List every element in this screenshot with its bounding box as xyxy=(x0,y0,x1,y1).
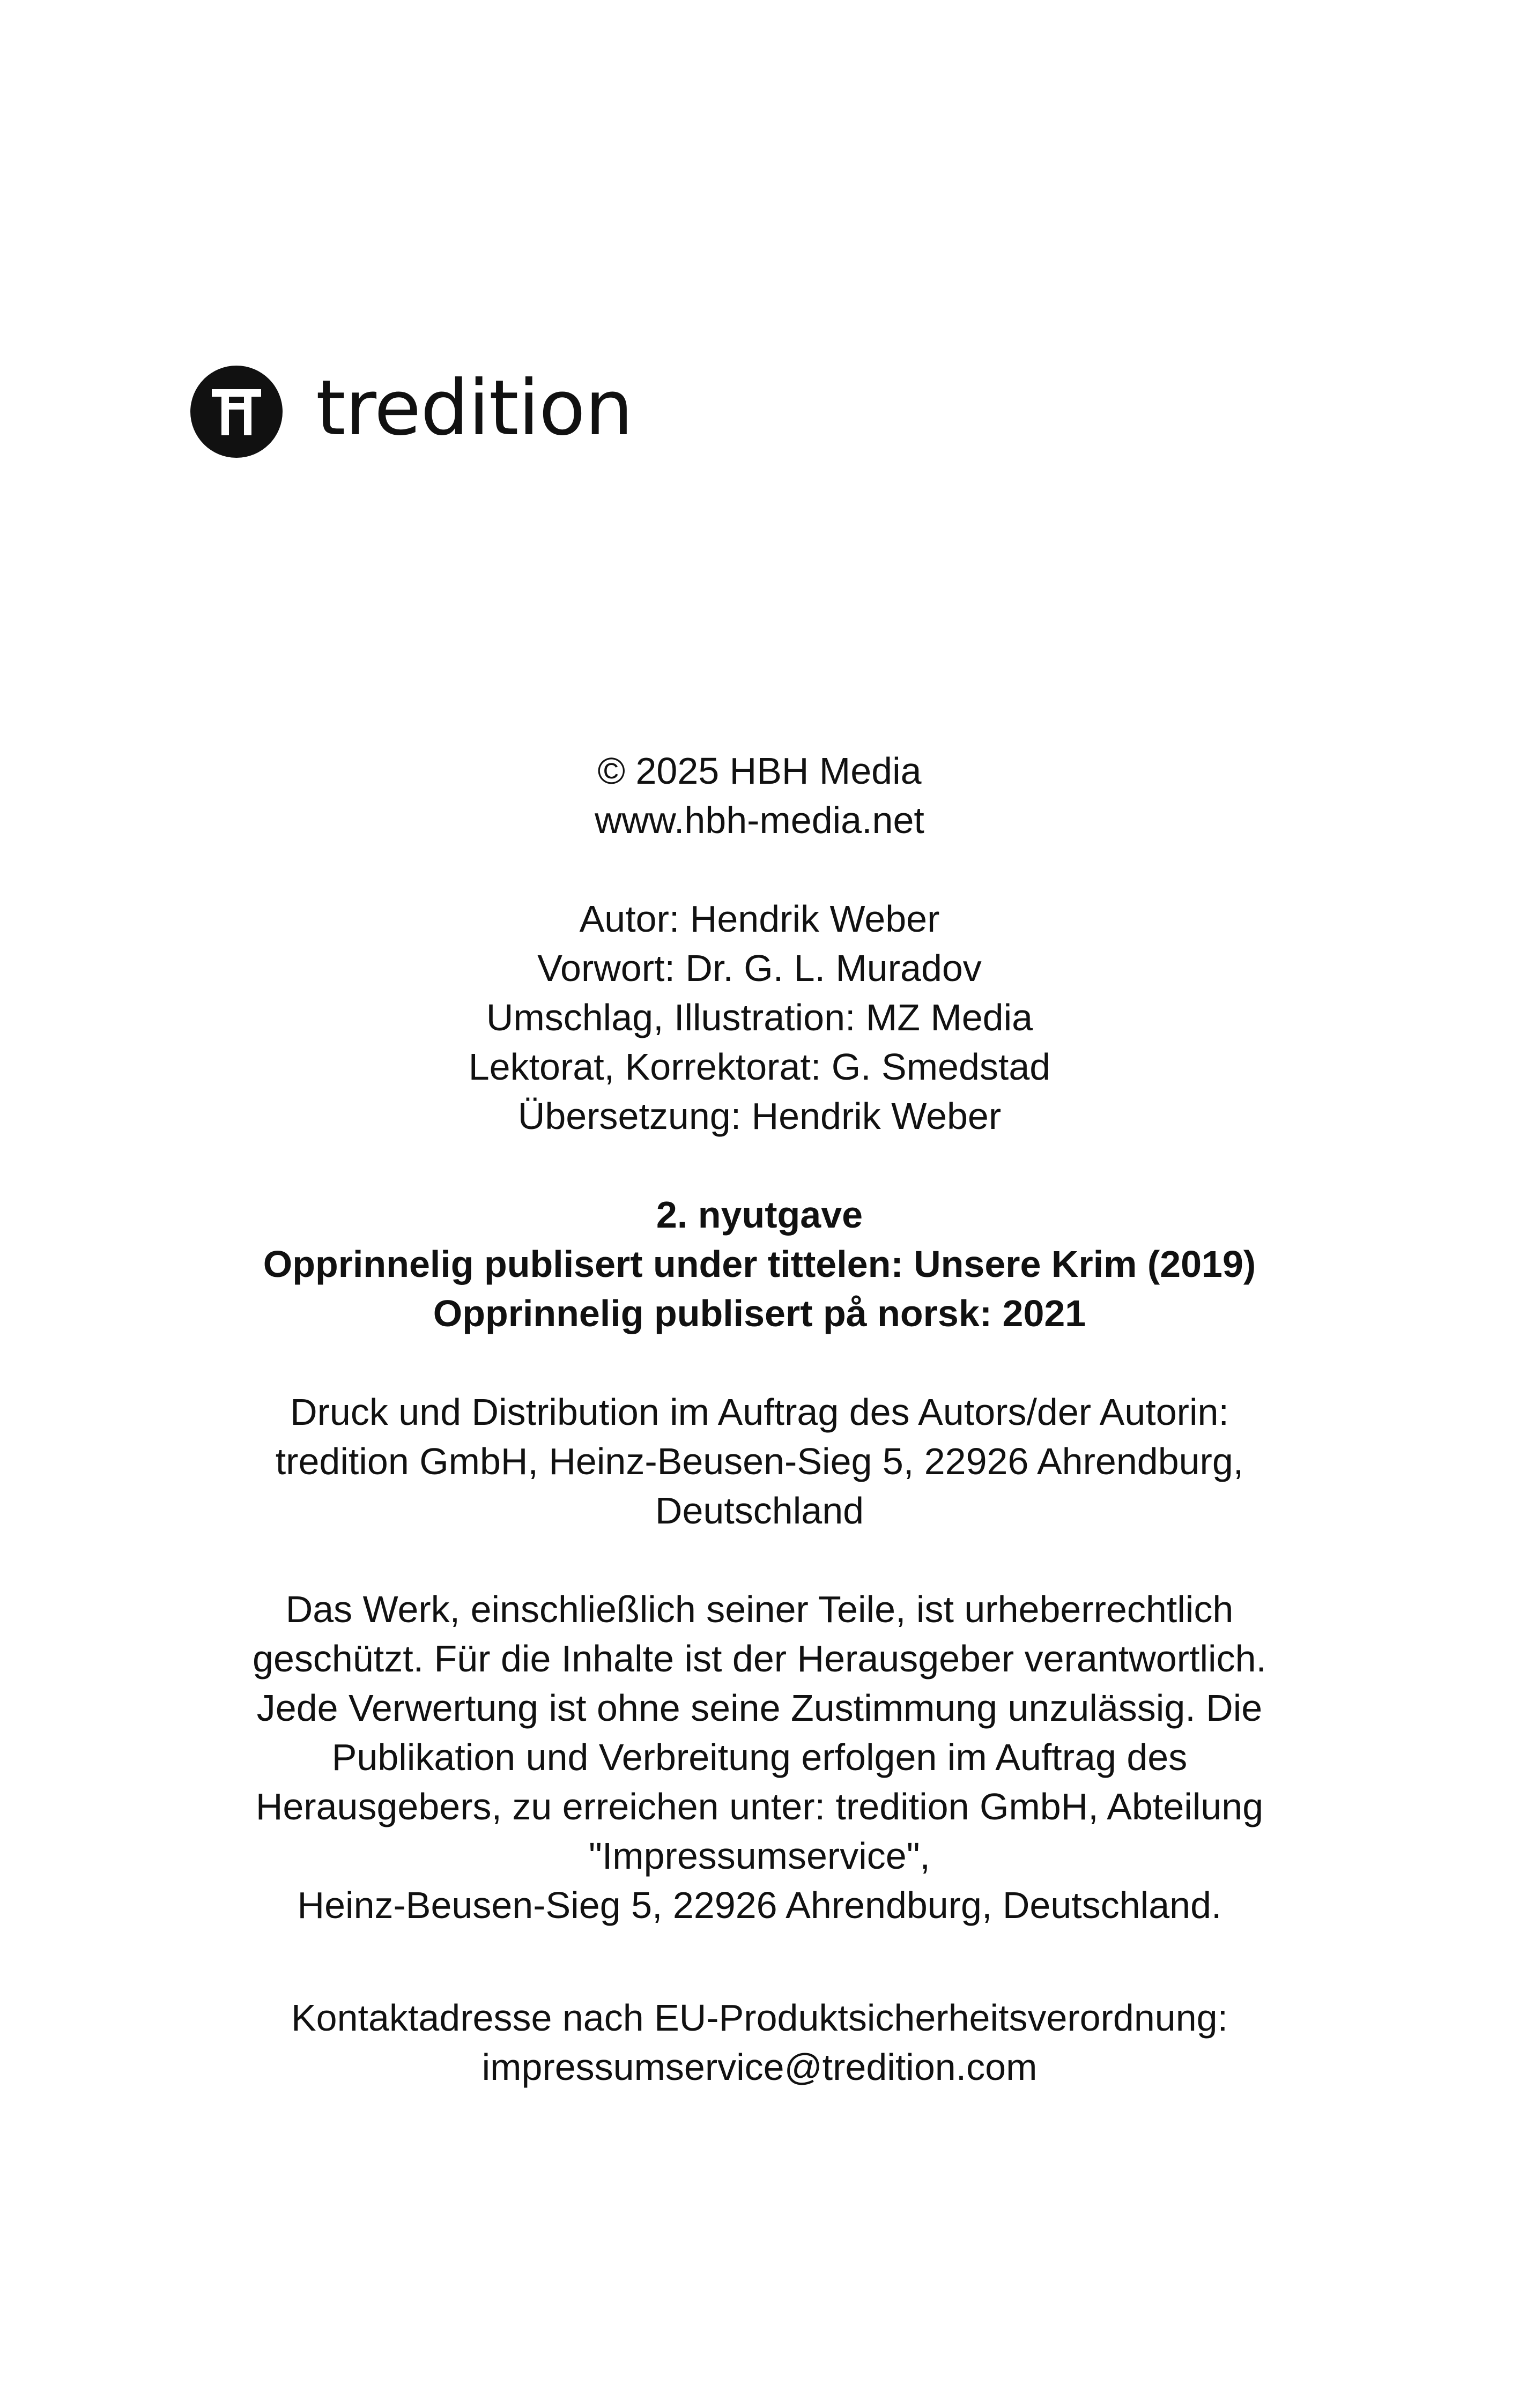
contact-block xyxy=(134,1993,1385,2092)
copyright-block xyxy=(134,746,1385,845)
distribution-line: Deutschland xyxy=(655,1490,864,1532)
credit-author: Autor: Hendrik Weber xyxy=(579,898,940,940)
edition-number: 2. nyutgave xyxy=(656,1194,863,1236)
publisher-website: www.hbh-media.net xyxy=(595,799,924,841)
legal-line: Das Werk, einschließlich seiner Teile, ist urheberrechtlich xyxy=(285,1588,1234,1630)
original-norwegian-date: Opprinnelig publisert på norsk: 2021 xyxy=(433,1292,1086,1334)
legal-line: Heinz-Beusen-Sieg 5, 22926 Ahrendburg, Deutschland. xyxy=(297,1884,1222,1926)
distribution-line: Druck und Distribution im Auftrag des Autors/der Autorin: xyxy=(290,1391,1229,1433)
distribution-line: tredition GmbH, Heinz-Beusen-Sieg 5, 22926 Ahrendburg, xyxy=(275,1440,1244,1482)
credit-cover: Umschlag, Illustration: MZ Media xyxy=(486,997,1033,1038)
imprint-text xyxy=(134,746,1385,2092)
legal-line: Publikation und Verbreitung erfolgen im Auftrag des xyxy=(331,1736,1188,1778)
logo-wordmark: tredition xyxy=(316,364,633,452)
publisher-logo xyxy=(190,366,633,458)
tredition-logo-icon xyxy=(190,366,283,458)
legal-line: Herausgebers, zu erreichen unter: tredition GmbH, Abteilung xyxy=(255,1786,1264,1827)
contact-label: Kontaktadresse nach EU-Produktsicherheitsverordnung: xyxy=(291,1997,1228,2039)
legal-line: Jede Verwertung ist ohne seine Zustimmung unzulässig. Die xyxy=(256,1687,1263,1729)
credit-translation: Übersetzung: Hendrik Weber xyxy=(517,1095,1002,1137)
legal-block xyxy=(134,1585,1385,1930)
credits-block xyxy=(134,894,1385,1141)
distribution-block xyxy=(134,1387,1385,1535)
legal-line: geschützt. Für die Inhalte ist der Herausgeber verantwortlich. xyxy=(253,1638,1266,1679)
edition-block xyxy=(134,1190,1385,1338)
legal-line: "Impressumservice", xyxy=(588,1835,931,1877)
contact-email: impressumservice@tredition.com xyxy=(481,2046,1038,2088)
copyright-notice: © 2025 HBH Media xyxy=(597,750,922,792)
credit-editing: Lektorat, Korrektorat: G. Smedstad xyxy=(468,1046,1051,1088)
credit-foreword: Vorwort: Dr. G. L. Muradov xyxy=(537,947,982,989)
original-title: Opprinnelig publisert under tittelen: Unsere Krim (2019) xyxy=(263,1243,1256,1285)
